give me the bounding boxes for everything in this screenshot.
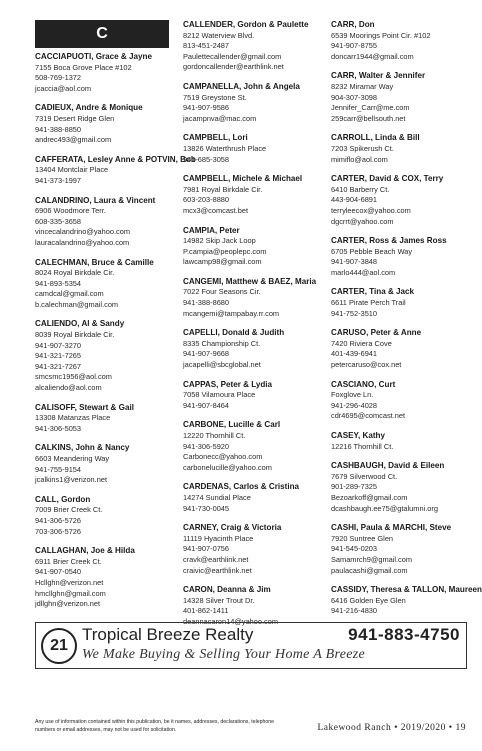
entry-detail-line: 443-904-6891 (331, 195, 378, 205)
entry-detail-line: 901-289-7325 (331, 482, 378, 492)
entry-detail-line: 13308 Matanzas Place (35, 413, 111, 423)
footer-year: 2019/2020 (400, 723, 446, 733)
entry-detail-line: 8335 Championship Ct. (183, 338, 261, 348)
directory-entry (331, 236, 471, 278)
entry-name: CARUSO, Peter & Anne (331, 328, 422, 338)
entry-detail-line: 8039 Royal Birkdale Cir. (35, 330, 115, 340)
entry-name: CALLAGHAN, Joe & Hilda (35, 546, 135, 556)
entry-detail-line: dcashbaugh.ee75@gtalumni.org (331, 503, 438, 513)
entry-detail-line: 14328 Silver Trout Dr. (183, 595, 255, 605)
entry-name: CARON, Deanna & Jim (183, 585, 271, 595)
entry-detail-line: 7009 Brier Creek Ct. (35, 505, 103, 515)
entry-detail-line: cdr4695@comcast.net (331, 411, 406, 421)
entry-detail-line: 941-545-0203 (331, 544, 378, 554)
entry-name: CALLENDER, Gordon & Paulette (183, 20, 309, 29)
entry-name: CASSIDY, Theresa & TALLON, Maureen (331, 585, 482, 595)
entry-name: CAMPANELLA, John & Angela (183, 81, 300, 91)
entry-detail-line: andrec493@gmail.com (35, 135, 112, 145)
entry-detail-line: 941-730-0045 (183, 503, 230, 513)
entry-name: CASCIANO, Curt (331, 379, 396, 389)
entry-detail-line: 6603 Meandering Way (35, 454, 110, 463)
entry-name: CARTER, Ross & James Ross (331, 236, 447, 246)
directory-entry (331, 431, 471, 452)
entry-name: CACCIAPUOTI, Grace & Jayne (35, 52, 152, 61)
entry-name: CASHBAUGH, David & Eileen (331, 461, 445, 471)
ad-tagline: We Make Buying & Selling Your Home A Breeze (82, 647, 366, 662)
entry-detail-line: terryleecox@yahoo.com (331, 205, 411, 215)
disclaimer-text: Any use of information contained within this publication, be it names, addresses, declarations, telephone numbers or email addresses, may not be used for solicitation. (35, 719, 275, 733)
directory-entry (35, 443, 175, 485)
entry-detail-line: 608-335-3658 (35, 216, 82, 226)
entry-detail-line: 259carr@bellsouth.net (331, 113, 406, 123)
entry-detail-line: 7519 Greystone St. (183, 92, 247, 102)
directory-entry (331, 461, 471, 514)
entry-detail-line: 941-907-3848 (331, 257, 378, 267)
entry-detail-line: 941-296-4028 (331, 400, 378, 410)
entry-detail-line: Carbonecc@yahoo.com (183, 452, 263, 462)
century21-logo-icon (41, 628, 77, 664)
entry-detail-line: 941-306-5053 (35, 423, 82, 433)
entry-detail-line: 8212 Waterview Blvd. (183, 30, 255, 40)
directory-entry (35, 495, 175, 537)
entry-detail-line: lawcamp98@gmail.com (183, 257, 262, 267)
footer-separator: • (448, 723, 453, 733)
entry-detail-line: 7203 Spikerush Ct. (331, 143, 394, 153)
ad-phone-number: 941-883-4750 (348, 625, 460, 644)
directory-entry (331, 328, 471, 370)
entry-name: CARTER, Tina & Jack (331, 287, 415, 297)
entry-detail-line: 6906 Woodmore Terr. (35, 206, 106, 216)
directory-entry (183, 277, 323, 319)
directory-column-3 (331, 20, 482, 626)
entry-detail-line: 12216 Thornhill Ct. (331, 441, 394, 451)
entry-detail-line: 941-907-8464 (183, 400, 230, 410)
entry-detail-line: dgcrrt@yahoo.com (331, 216, 394, 226)
directory-entry (35, 546, 175, 610)
entry-detail-line: 7155 Boca Grove Place #102 (35, 62, 132, 72)
entry-detail-line: camdcal@gmail.com (35, 289, 104, 299)
entry-detail-line: 7058 Vilamoura Place (183, 390, 256, 400)
page-footer (317, 723, 466, 733)
entry-detail-line: 941-306-5726 (35, 515, 82, 525)
entry-detail-line: jdllghn@verizon.net (35, 599, 101, 609)
entry-detail-line: 14274 Sundial Place (183, 492, 251, 502)
directory-entry (183, 380, 323, 412)
entry-detail-line: 813-451-2487 (183, 41, 230, 51)
entry-detail-line: 401-862-1411 (183, 606, 229, 616)
directory-entry (183, 482, 323, 514)
entry-detail-line: jacampnva@mac.com (183, 113, 257, 123)
entry-name: CAPELLI, Donald & Judith (183, 328, 285, 338)
directory-entry (331, 380, 471, 422)
entry-name: CANGEMI, Matthew & BAEZ, Maria (183, 276, 317, 286)
entry-detail-line: petercaruso@cox.net (331, 360, 402, 370)
entry-detail-line: 13826 Waterthrush Place (183, 143, 267, 153)
entry-name: CARDENAS, Carlos & Cristina (183, 482, 300, 492)
entry-detail-line: 703-306-5726 (35, 526, 82, 536)
logo-text: 21 (50, 637, 68, 654)
entry-detail-line: 941-755-9154 (35, 464, 82, 474)
directory-entry (331, 287, 471, 319)
directory-entry (331, 133, 471, 165)
entry-detail-line: 11119 Hyacinth Place (183, 533, 254, 543)
directory-entry (35, 258, 175, 311)
entry-detail-line: mcx3@comcast.bet (183, 205, 249, 215)
entry-name: CADIEUX, Andre & Monique (35, 103, 143, 113)
entry-detail-line: carbonelucille@yahoo.com (183, 462, 272, 472)
entry-name: CARNEY, Craig & Victoria (183, 523, 282, 533)
entry-detail-line: 941-321-7265 (35, 351, 82, 361)
entry-detail-line: 401-439-6941 (331, 349, 378, 359)
entry-detail-line: 941-388-8680 (183, 298, 230, 308)
directory-entry (183, 523, 323, 576)
directory-entry (331, 585, 482, 617)
entry-detail-line: jcaccia@aol.com (35, 83, 91, 93)
entry-name: CARR, Don (331, 20, 375, 29)
entry-detail-line: doncarr1944@gmail.com (331, 51, 414, 61)
entry-detail-line: 6410 Barberry Ct. (331, 184, 390, 194)
entry-detail-line: 7679 Silverwood Ct. (331, 471, 398, 481)
entry-detail-line: 7981 Royal Birkdale Cir. (183, 184, 263, 194)
entry-name: CALECHMAN, Bruce & Camille (35, 257, 154, 267)
directory-entry (35, 154, 196, 187)
footer-page-number: 19 (455, 723, 466, 733)
entry-name: CASHI, Paula & MARCHI, Steve (331, 523, 452, 533)
entry-detail-line: cravk@earthlink.net (183, 554, 249, 564)
section-letter-header: C (35, 20, 169, 48)
directory-entry (183, 174, 323, 216)
directory-column-2 (183, 20, 323, 637)
entry-detail-line: 14982 Skip Jack Loop (183, 236, 256, 246)
entry-name: CAMPBELL, Lori (183, 133, 248, 143)
directory-entry (331, 523, 471, 576)
entry-detail-line: Foxglove Ln. (331, 390, 374, 400)
entry-name: CALKINS, John & Nancy (35, 443, 130, 453)
entry-detail-line: smcsmc1956@aol.com (35, 372, 112, 382)
entry-detail-line: paulacashi@gmail.com (331, 565, 408, 575)
entry-detail-line: 6911 Brier Creek Ct. (35, 556, 102, 566)
entry-detail-line: 7420 Riviera Cove (331, 338, 392, 348)
entry-detail-line: 6611 Pirate Perch Trail (331, 298, 406, 308)
entry-detail-line: 941-388-8850 (35, 124, 82, 134)
entry-detail-line: Samamrch9@gmail.com (331, 554, 413, 564)
entry-detail-line: 12220 Thornhill Ct. (183, 431, 246, 440)
entry-detail-line: 941-216-4830 (331, 606, 378, 616)
entry-detail-line: 941-907-8755 (331, 41, 378, 51)
entry-name: CAMPIA, Peter (183, 225, 240, 235)
directory-entry (183, 328, 323, 370)
entry-detail-line: 7319 Desert Ridge Glen (35, 113, 115, 123)
entry-detail-line: 941-306-5920 (183, 441, 230, 451)
entry-detail-line: 941-321-7267 (35, 361, 82, 371)
entry-detail-line: 8232 Miramar Way (331, 81, 394, 91)
entry-detail-line: 941-893-5354 (35, 278, 82, 288)
entry-name: CALISOFF, Stewart & Gail (35, 402, 134, 412)
entry-detail-line: 603-203-8880 (183, 195, 230, 205)
entry-detail-line: Hcllghn@verizon.net (35, 577, 104, 587)
entry-name: CALANDRINO, Laura & Vincent (35, 195, 156, 205)
entry-name: CARR, Walter & Jennifer (331, 71, 426, 81)
directory-entry (35, 319, 175, 393)
directory-entry (331, 20, 471, 62)
entry-name: CALIENDO, Al & Sandy (35, 319, 125, 329)
realty-advertisement (35, 622, 467, 669)
entry-detail-line: 941-373-1997 (35, 175, 82, 185)
entry-detail-line: 941-907-3270 (35, 340, 82, 350)
directory-entry (331, 71, 471, 124)
entry-detail-line: 508-769-1372 (35, 73, 82, 83)
entry-detail-line: mcangemi@tampabay.rr.com (183, 308, 280, 318)
directory-entry (35, 403, 175, 435)
entry-name: CAMPBELL, Michele & Michael (183, 174, 303, 184)
entry-detail-line: vincecalandrino@yahoo.com (35, 227, 131, 237)
entry-detail-line: Jennifer_Carr@me.com (331, 103, 410, 113)
entry-detail-line: marlo444@aol.com (331, 267, 396, 277)
directory-entry (183, 133, 323, 165)
entry-detail-line: 7920 Suntree Glen (331, 533, 394, 543)
entry-detail-line: 6539 Moorings Point Cir. #102 (331, 30, 431, 40)
directory-column-1 (35, 20, 196, 619)
footer-separator: • (394, 723, 398, 733)
entry-detail-line: mimiflo@aol.com (331, 154, 388, 164)
entry-detail-line: 13404 Montclair Place (35, 165, 109, 175)
entry-detail-line: 941-907-9586 (183, 103, 230, 113)
entry-detail-line: gordoncallender@earthlink.net (183, 62, 284, 72)
entry-detail-line: 941-685-3058 (183, 154, 230, 164)
directory-entry (183, 420, 323, 473)
entry-detail-line: 941-907-0540 (35, 567, 82, 577)
ad-company-name: Tropical Breeze Realty (82, 625, 254, 644)
entry-detail-line: alcaliendo@aol.com (35, 383, 102, 393)
directory-entry (183, 226, 323, 268)
directory-entry (183, 82, 323, 124)
footer-publication: Lakewood Ranch (317, 723, 392, 733)
entry-detail-line: craivic@earthlink.net (183, 565, 252, 575)
entry-detail-line: P.campia@peoplepc.com (183, 246, 267, 256)
entry-name: CARROLL, Linda & Bill (331, 133, 420, 143)
entry-name: CAFFERATA, Lesley Anne & POTVIN, Bob (35, 154, 196, 164)
entry-detail-line: 8024 Royal Birkdale Cir. (35, 268, 115, 278)
entry-name: CARBONE, Lucille & Carl (183, 420, 281, 430)
entry-detail-line: b.calechman@gmail.com (35, 299, 119, 309)
entry-detail-line: 941-907-0756 (183, 544, 230, 554)
directory-entry (183, 20, 323, 73)
directory-entry (35, 52, 175, 94)
entry-name: CASEY, Kathy (331, 431, 385, 440)
entry-detail-line: 941-752-3510 (331, 308, 378, 318)
entry-name: CALL, Gordon (35, 494, 91, 504)
entry-detail-line: hmcllghn@gmail.com (35, 588, 106, 598)
entry-detail-line: 6705 Pebble Beach Way (331, 246, 413, 256)
directory-entry (35, 103, 175, 145)
entry-detail-line: Paulettecallender@gmail.com (183, 51, 282, 61)
entry-detail-line: 6416 Golden Eye Glen (331, 595, 406, 605)
directory-entry (35, 196, 175, 249)
entry-detail-line: 7022 Four Seasons Cir. (183, 287, 261, 297)
entry-name: CARTER, David & COX, Terry (331, 174, 444, 184)
entry-detail-line: deannacaron14@yahoo.com (183, 616, 279, 626)
entry-name: CAPPAS, Peter & Lydia (183, 379, 273, 389)
entry-detail-line: lauracalandrino@yahoo.com (35, 237, 130, 247)
entry-detail-line: 941-907-9668 (183, 349, 230, 359)
entry-detail-line: Bezoarkoff@gmail.com (331, 492, 408, 502)
directory-entry (331, 174, 471, 227)
entry-detail-line: jcalkins1@verizon.net (35, 475, 107, 485)
entry-detail-line: 904-307-3098 (331, 92, 378, 102)
entry-detail-line: jacapelli@sbcglobal.net (183, 360, 261, 370)
